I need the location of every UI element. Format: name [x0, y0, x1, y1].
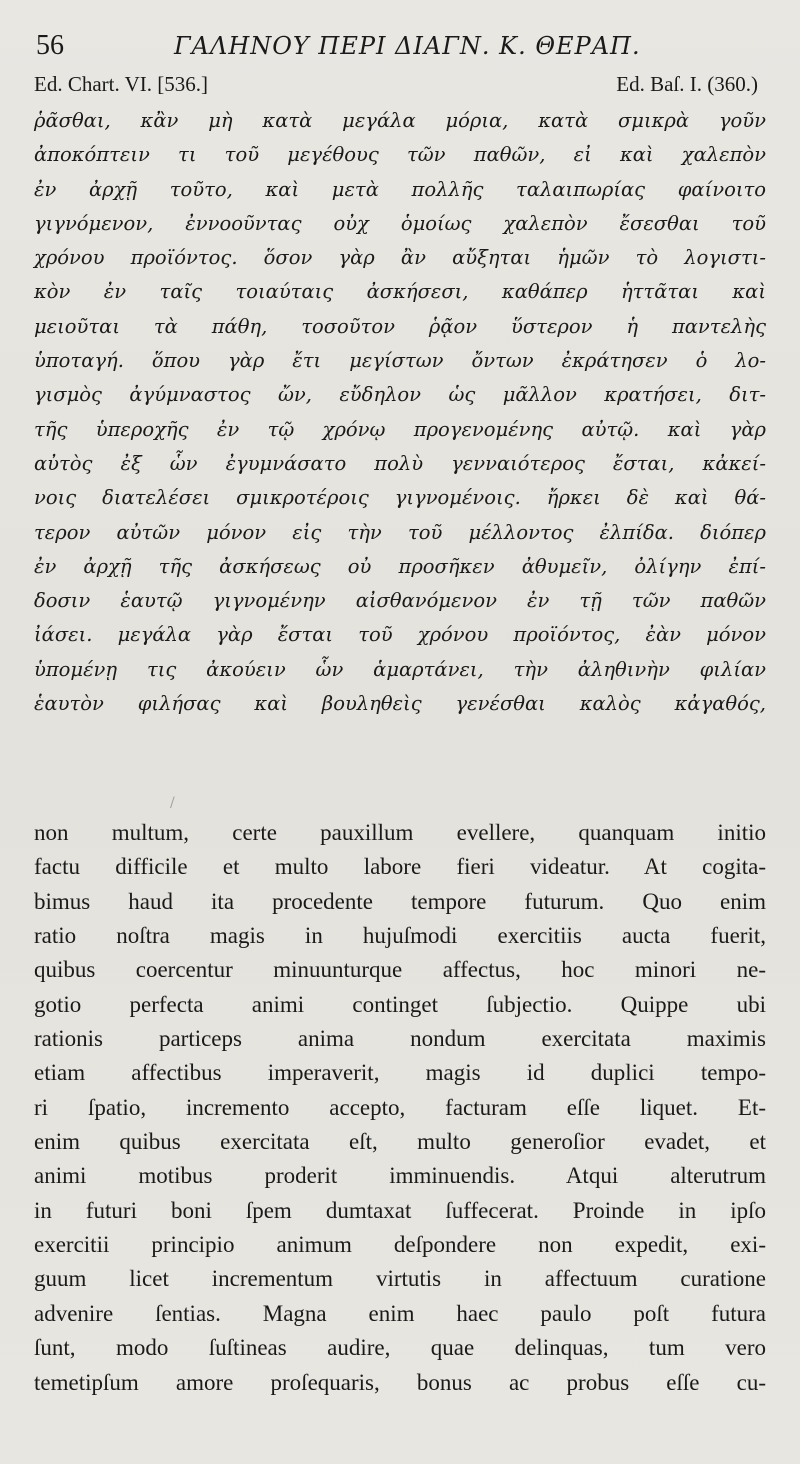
- greek-text-line: κὸν ἐν ταῖς τοιαύταις ἀσκήσεσι, καθάπερ ἡττᾶται καὶ: [34, 280, 766, 304]
- edition-chart-reference: Ed. Chart. VI. [536.]: [34, 72, 208, 96]
- latin-text-line: non multum, certe pauxillum evellere, quanquam initio: [34, 820, 766, 845]
- latin-text-line: temetipſum amore proſequaris, bonus ac probus eſſe cu-: [34, 1369, 766, 1395]
- greek-text-line: δοσιν ἑαυτῷ γιγνομένην αἰσθανόμενον ἐν τῇ τῶν παθῶν: [34, 589, 766, 613]
- edition-basel-reference: Ed. Baſ. I. (360.): [616, 72, 758, 96]
- latin-text-line: animi motibus proderit imminuendis. Atqui alterutrum: [34, 1163, 766, 1189]
- latin-text-line: guum licet incrementum virtutis in affectuum curatione: [34, 1266, 766, 1292]
- latin-text-line: rationis particeps anima nondum exercitata maximis: [34, 1026, 766, 1052]
- latin-text-line: gotio perfecta animi continget ſubjectio. Quippe ubi: [34, 991, 766, 1017]
- latin-text-line: bimus haud ita procedente tempore futurum. Quo enim: [34, 888, 766, 914]
- greek-text-line: μειοῦται τὰ πάθη, τοσοῦτον ῥᾷον ὕστερον ἡ παντελὴς: [34, 314, 766, 338]
- latin-text-line: quibus coercentur minuunturque affectus, hoc minori ne-: [34, 957, 766, 983]
- greek-text-block: [34, 104, 766, 721]
- greek-text-line: ἰάσει. μεγάλα γὰρ ἔσται τοῦ χρόνου προϊόντος, ἐὰν μόνον: [34, 623, 766, 647]
- latin-text-line: factu difficile et multo labore fieri videatur. At cogita-: [34, 854, 766, 880]
- running-title: ΓΑΛΗΝΟΥ ΠΕΡΙ ΔΙΑΓΝ. Κ. ΘΕΡΑΠ.: [174, 32, 641, 60]
- running-head: [34, 28, 766, 72]
- latin-text-line: exercitii principio animum deſpondere non expedit, exi-: [34, 1232, 766, 1258]
- greek-text-line: τερον αὐτῶν μόνον εἰς τὴν τοῦ μέλλοντος ἐλπίδα. διόπερ: [34, 520, 766, 544]
- edition-reference-line: [34, 72, 766, 102]
- print-speck: /: [170, 795, 175, 811]
- greek-text-line: ἐν ἀρχῇ τοῦτο, καὶ μετὰ πολλῆς ταλαιπωρίας φαίνοιτο: [34, 177, 766, 201]
- greek-text-line: ὑπομένῃ τις ἀκούειν ὧν ἁμαρτάνει, τὴν ἀληθινὴν φιλίαν: [34, 657, 766, 681]
- greek-text-line: τῆς ὑπεροχῆς ἐν τῷ χρόνῳ προγενομένης αὐτῷ. καὶ γὰρ: [34, 417, 766, 441]
- page-number: 56: [36, 30, 64, 61]
- latin-text-block: [34, 816, 766, 1400]
- latin-text-line: ſunt, modo ſuſtineas audire, quae delinquas, tum vero: [34, 1335, 766, 1361]
- latin-text-line: etiam affectibus imperaverit, magis id duplici tempo-: [34, 1060, 766, 1086]
- greek-text-line: γιγνόμενον, ἐννοοῦντας οὐχ ὁμοίως χαλεπὸν ἔσεσθαι τοῦ: [34, 211, 766, 235]
- latin-text-line: ri ſpatio, incremento accepto, facturam eſſe liquet. Et-: [34, 1094, 766, 1120]
- greek-text-line: ἀποκόπτειν τι τοῦ μεγέθους τῶν παθῶν, εἰ καὶ χαλεπὸν: [34, 143, 766, 167]
- greek-text-line: ἑαυτὸν φιλήσας καὶ βουληθεὶς γενέσθαι καλὸς κἀγαθός,: [34, 692, 766, 716]
- greek-text-line: ἐν ἀρχῇ τῆς ἀσκήσεως οὐ προσῆκεν ἀθυμεῖν, ὀλίγην ἐπί-: [34, 554, 766, 578]
- greek-text-line: γισμὸς ἀγύμναστος ὤν, εὔδηλον ὡς μᾶλλον κρατήσει, διτ-: [34, 383, 766, 407]
- latin-text-line: ratio noſtra magis in hujuſmodi exercitiis aucta fuerit,: [34, 923, 766, 949]
- greek-text-line: νοις διατελέσει σμικροτέροις γιγνομένοις. ἤρκει δὲ καὶ θά-: [34, 486, 766, 510]
- latin-text-line: enim quibus exercitata eſt, multo generoſior evadet, et: [34, 1129, 766, 1155]
- greek-text-line: αὐτὸς ἐξ ὧν ἐγυμνάσατο πολὺ γενναιότερος ἔσται, κἀκεί-: [34, 451, 766, 475]
- latin-text-line: advenire ſentias. Magna enim haec paulo poſt futura: [34, 1300, 766, 1326]
- greek-text-line: ῥᾶσθαι, κἂν μὴ κατὰ μεγάλα μόρια, κατὰ σμικρὰ γοῦν: [34, 109, 766, 132]
- latin-text-line: in futuri boni ſpem dumtaxat ſuffecerat. Proinde in ipſo: [34, 1197, 766, 1223]
- greek-text-line: χρόνου προϊόντος. ὅσον γὰρ ἂν αὔξηται ἡμῶν τὸ λογιστι-: [34, 246, 766, 270]
- greek-text-line: ὑποταγή. ὅπου γὰρ ἔτι μεγίστων ὄντων ἐκράτησεν ὁ λο-: [34, 349, 766, 373]
